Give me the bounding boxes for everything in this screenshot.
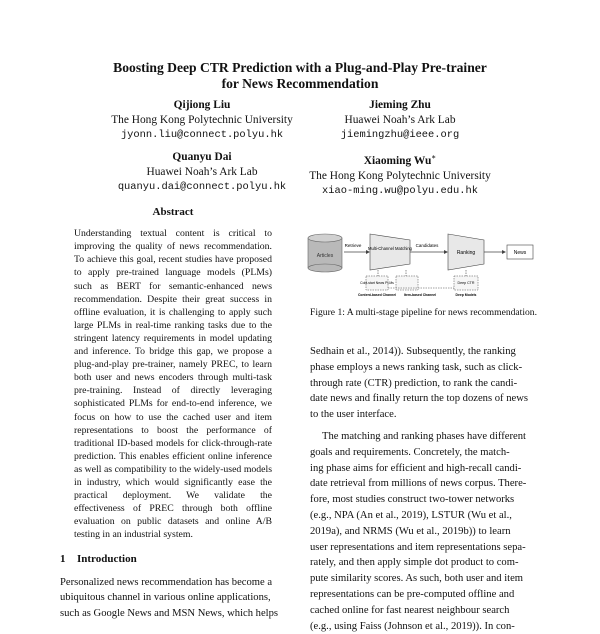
text-line: fore, most studies construct two-tower networks — [310, 494, 515, 506]
matching-label: Multi-Channel Matching — [368, 246, 412, 251]
author-name: Jieming Zhu — [369, 99, 431, 111]
right-column-text — [310, 344, 540, 634]
feature-box-right — [454, 276, 478, 290]
text-line: (e.g., NPA (An et al., 2019), LSTUR (Wu et al., — [310, 509, 512, 521]
paper-title — [60, 60, 540, 92]
text-line: ing phase aims for efficient and high-recall candi- — [310, 462, 522, 474]
text-line: goals and requirements. Concretely, the match- — [310, 446, 510, 458]
text-line: 2019a), and NRMS (Wu et al., 2019b)) to learn — [310, 525, 511, 537]
text-line: date retrieval from millions of news corpus. There- — [310, 478, 527, 490]
author-email[interactable]: jiemingzhu@ieee.org — [340, 129, 460, 141]
author-affiliation: Huawei Noah’s Ark Lab — [344, 114, 456, 126]
section-number: 1 — [60, 553, 66, 566]
text-line: Personalized news recommendation has become a — [60, 576, 273, 588]
abstract-heading: Abstract — [152, 206, 194, 218]
caption-mid: Item-based Channel — [403, 293, 437, 297]
section-heading-introduction — [60, 553, 286, 566]
input-label: Retrieve — [344, 243, 362, 248]
left-column — [60, 206, 286, 622]
ranking-stage — [448, 234, 484, 270]
candidates-label: Candidates — [415, 243, 439, 248]
database-icon — [308, 234, 342, 272]
text-line: pute similarity scores. As such, both user and item — [310, 573, 524, 585]
author-block-1 — [92, 98, 312, 143]
figure-1 — [306, 232, 538, 300]
database-label: Articles — [316, 253, 334, 259]
paragraph-1 — [310, 344, 540, 423]
title-line-2: for News Recommendation — [221, 76, 379, 91]
author-block-2 — [290, 98, 510, 143]
author-affiliation: The Hong Kong Polytechnic University — [111, 114, 293, 126]
text-line: through rate (CTR) prediction, to rank the candi- — [310, 377, 518, 389]
text-line: ubiquitous channel in various online applications, — [60, 592, 271, 604]
text-line: user representations and item representations sepa- — [310, 541, 526, 553]
author-block-4 — [290, 150, 510, 199]
text-line: Sedhain et al., 2014)). Subsequently, the ranking — [310, 346, 516, 357]
news-output — [507, 245, 533, 259]
author-email[interactable]: quanyu.dai@connect.polyu.hk — [117, 181, 287, 193]
arrow-head — [502, 250, 506, 254]
author-name: Qijiong Liu — [173, 99, 231, 111]
text-line: representations can be pre-computed offline and — [310, 588, 515, 600]
pipeline-diagram — [306, 232, 538, 300]
corresponding-mark: ∗ — [431, 153, 437, 161]
text-line: phase employs a news ranking task, such as click- — [310, 361, 523, 373]
feature-right-label: Deep CTR — [457, 281, 475, 285]
section-title: Introduction — [77, 553, 137, 566]
author-name-text: Xiaoming Wu — [363, 154, 432, 167]
author-email[interactable]: jyonn.liu@connect.polyu.hk — [120, 129, 284, 141]
paragraph-2 — [310, 429, 540, 634]
caption-right: Deep Models — [455, 293, 477, 297]
text-line: date news and finally return the top dozens of news — [310, 393, 528, 405]
feature-left-label: Cold-start News PLMs — [360, 281, 394, 285]
author-block-3 — [92, 150, 312, 195]
text-line: cached online for fast nearest neighbour search — [310, 604, 510, 616]
caption-left: Content-based Channel — [357, 293, 397, 297]
author-affiliation: Huawei Noah’s Ark Lab — [146, 166, 258, 178]
news-label: News — [513, 250, 527, 256]
text-line: rately, and then apply simple dot product to com- — [310, 557, 519, 569]
text-line: The matching and ranking phases have different — [322, 430, 526, 442]
author-affiliation: The Hong Kong Polytechnic University — [309, 169, 491, 182]
introduction-text — [60, 575, 286, 622]
author-name: Quanyu Dai — [172, 151, 232, 163]
text-line: such as Google News and MSN News, which helps — [60, 608, 279, 620]
arrow-head — [444, 250, 448, 254]
text-line: to the user interface. — [310, 409, 397, 421]
abstract-text: Understanding textual content is critical to improving the quality of news recommendation. To achieve this goal, recent studies have proposed to apply pre-trained language models (PLMs) such as BERT for semantic-enhanced news recommendation. Despite their great success in offline evaluation, it is challenging to apply such large PLMs in real-time ranking tasks due to the stringent latency requirements in model updating and inference. To bridge this gap, we propose a plug-and-play pre-trainer, namely PREC, to learn both user and news encoders through multi-task pre-training. Instead of directly leveraging sophisticated PLMs for end-to-end inference, we focus on how to use the cached user and item representations to boost the performance of traditional ID-based models for click-through-rate prediction. This enables efficient online inference as well as compatibility to the widely-used models in industry, which would significantly ease the practical deployment. We validate the effectiveness of PREC through both offline evaluation on public datasets and online A/B testing in an industrial system. — [74, 228, 272, 541]
abstract — [60, 206, 286, 541]
matching-stage — [368, 234, 413, 270]
ranking-label: Ranking — [456, 250, 476, 256]
figure-caption: Figure 1: A multi-stage pipeline for news recommendation. — [310, 307, 538, 318]
title-line-1: Boosting Deep CTR Prediction with a Plug-and-Play Pre-trainer — [113, 60, 487, 75]
author-name — [290, 150, 510, 169]
author-email[interactable]: xiao-ming.wu@polyu.edu.hk — [322, 184, 478, 197]
text-line: (e.g., using Faiss (Johnson et al., 2019)). In con- — [310, 620, 515, 632]
